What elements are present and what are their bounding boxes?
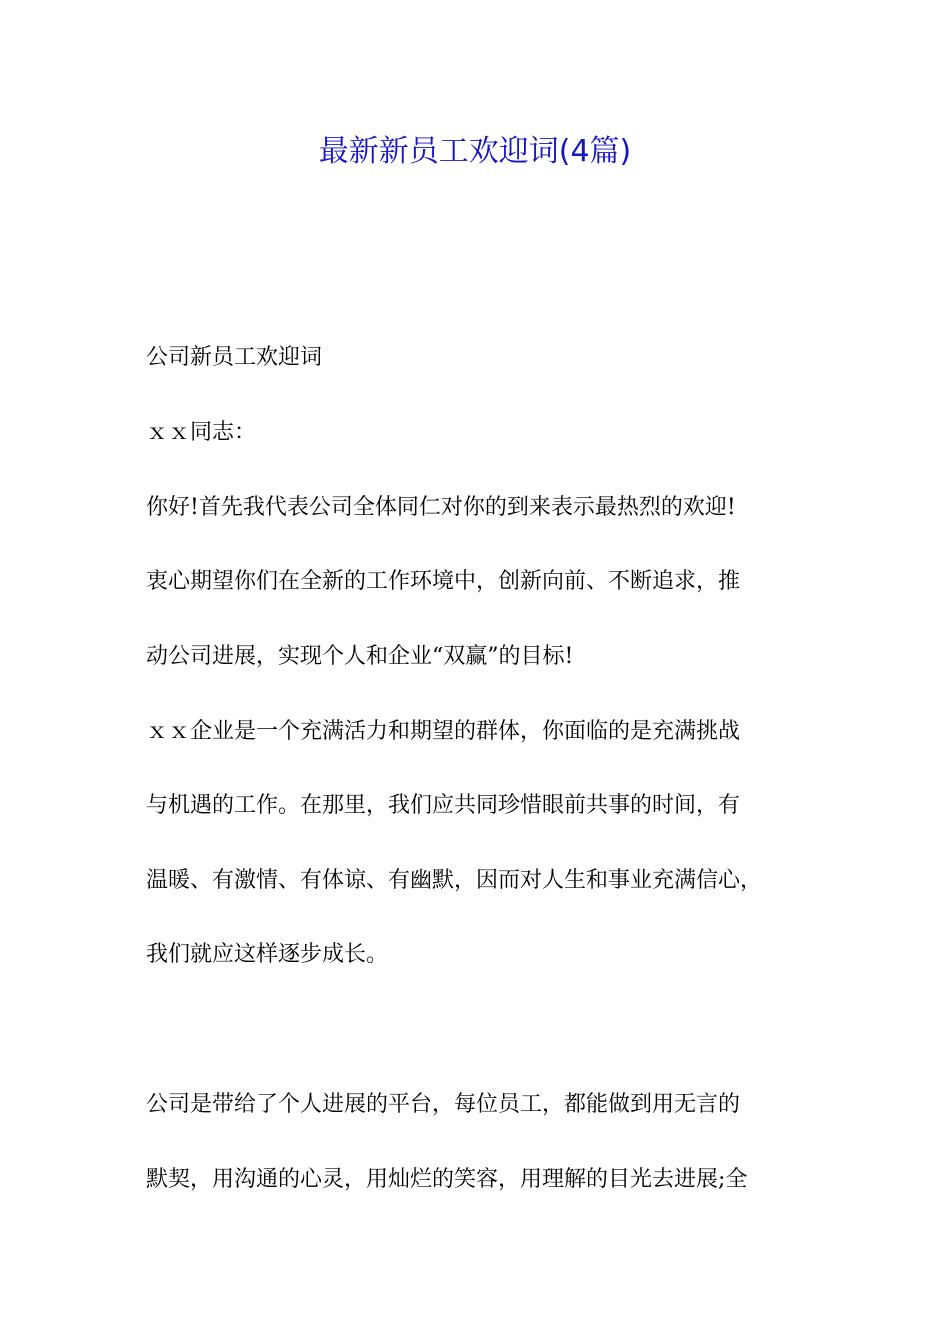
body-line-3: 动公司进展，实现个人和企业“双赢”的目标! (146, 644, 574, 669)
body-line-5: 与机遇的工作。在那里，我们应共同珍惜眼前共事的时间，有 (146, 793, 741, 818)
section-heading: 公司新员工欢迎词 (146, 345, 323, 370)
body-line-7: 我们就应这样逐步成长。 (146, 942, 389, 967)
body-line-9: 默契，用沟通的心灵，用灿烂的笑容，用理解的目光去进展;全 (146, 1167, 748, 1192)
salutation: ｘｘ同志： (146, 420, 257, 445)
body-line-6: 温暖、有激情、有体谅、有幽默，因而对人生和事业充满信心， (146, 868, 763, 893)
body-line-2: 衷心期望你们在全新的工作环境中，创新向前、不断追求，推 (146, 569, 741, 594)
document-title: 最新新员工欢迎词(4篇) (318, 134, 632, 169)
body-line-1: 你好!首先我代表公司全体同仁对你的到来表示最热烈的欢迎! (146, 495, 736, 520)
body-line-4: ｘｘ企业是一个充满活力和期望的群体，你面临的是充满挑战 (146, 719, 741, 744)
body-line-8: 公司是带给了个人进展的平台，每位员工，都能做到用无言的 (146, 1092, 741, 1117)
